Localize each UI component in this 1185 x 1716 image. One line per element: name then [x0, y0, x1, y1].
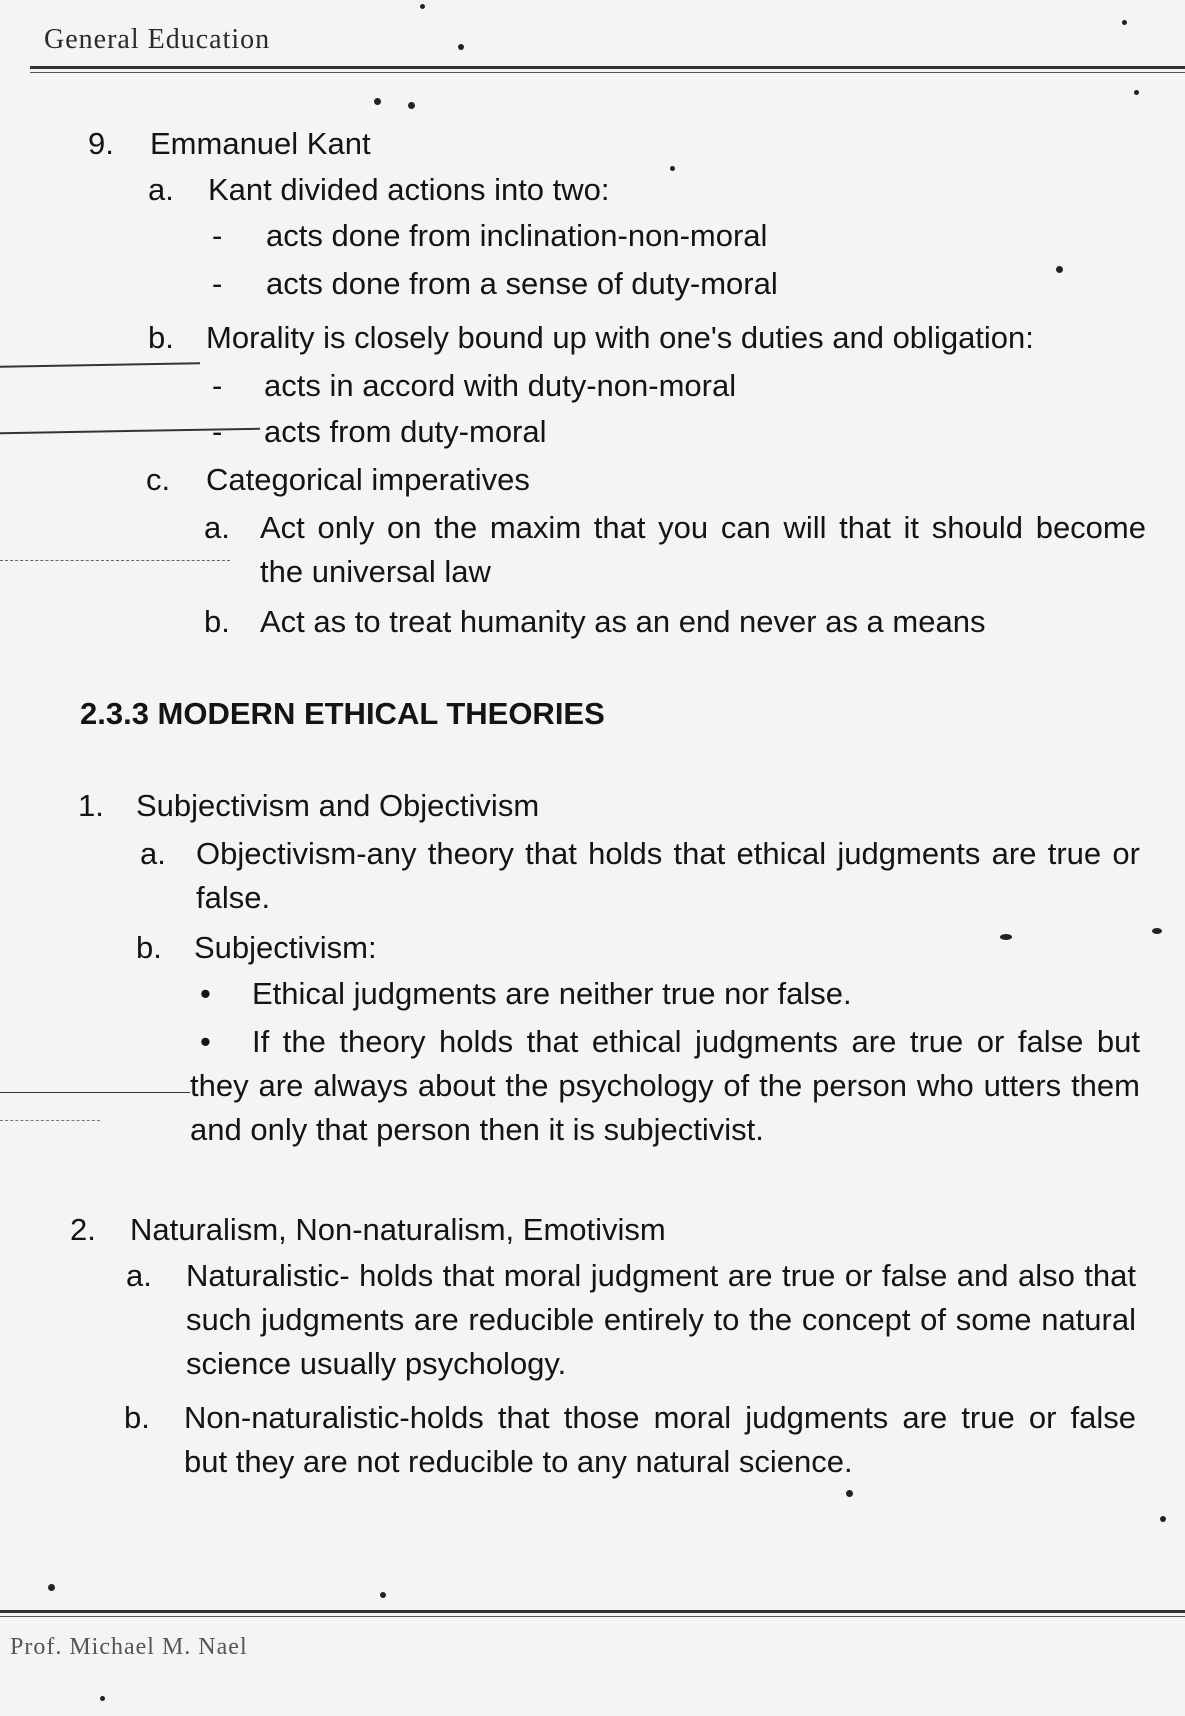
sub-item-text: Objectivism-any theory that holds that ethical judgments are true or false.	[196, 836, 1140, 915]
sub-item-text: Categorical imperatives	[206, 462, 530, 497]
sub-sub-marker: b.	[204, 604, 230, 639]
sub-item-text: Kant divided actions into two:	[208, 172, 610, 207]
dash-marker: -	[212, 218, 223, 253]
sub-item-text: Subjectivism:	[194, 930, 377, 965]
dash-marker: -	[212, 266, 223, 301]
scan-line-artifact	[0, 560, 230, 561]
item-number: 2.	[70, 1212, 96, 1247]
scan-line-artifact	[0, 362, 200, 367]
sub-sub-item-text: Act as to treat humanity as an end never as a means	[260, 604, 986, 639]
dash-item: acts from duty-moral	[264, 414, 547, 449]
bullet-item: Ethical judgments are neither true nor false.	[252, 976, 852, 1011]
sub-sub-item-text: Act only on the maxim that you can will that it should become the universal law	[260, 510, 1146, 589]
scan-speck	[408, 102, 415, 109]
scan-line-artifact	[0, 1120, 100, 1121]
header-title: General Education	[44, 24, 271, 55]
bullet-marker: •	[200, 1024, 211, 1059]
scan-speck	[670, 166, 675, 171]
scan-speck	[380, 1592, 386, 1598]
sub-item-text: Non-naturalistic-holds that those moral judgments are true or false but they are not reducible to any natural science.	[184, 1400, 1136, 1479]
dash-marker: -	[212, 414, 223, 449]
bullet-item: If the theory holds that ethical judgments are true or false but they are always about the psychology of the person who utters them and only that person then it is subjectivist.	[190, 1024, 1140, 1147]
item-number: 9.	[88, 126, 114, 161]
sub-marker: a.	[126, 1258, 152, 1293]
dash-item: acts in accord with duty-non-moral	[264, 368, 737, 403]
sub-item-text: Morality is closely bound up with one's duties and obligation:	[206, 320, 1034, 355]
scan-speck	[100, 1696, 105, 1701]
item-title: Emmanuel Kant	[150, 126, 371, 161]
scan-speck	[1056, 266, 1063, 273]
scan-line-artifact	[0, 1092, 190, 1093]
bullet-marker: •	[200, 976, 211, 1011]
scan-speck	[1000, 934, 1012, 940]
item-title: Subjectivism and Objectivism	[136, 788, 540, 823]
item-title: Naturalism, Non-naturalism, Emotivism	[130, 1212, 666, 1247]
scan-speck	[1122, 20, 1127, 25]
sub-marker: c.	[146, 462, 171, 497]
section-heading: 2.3.3 MODERN ETHICAL THEORIES	[80, 696, 605, 731]
footer-rule-thin	[0, 1616, 1185, 1617]
sub-marker: b.	[124, 1400, 150, 1435]
footer-rule	[0, 1610, 1185, 1613]
sub-sub-marker: a.	[204, 510, 230, 545]
sub-marker: b.	[136, 930, 162, 965]
item-number: 1.	[78, 788, 104, 823]
scan-speck	[846, 1490, 853, 1497]
dash-item: acts done from a sense of duty-moral	[266, 266, 778, 301]
scan-speck	[374, 98, 381, 105]
sub-marker: b.	[148, 320, 174, 355]
dash-marker: -	[212, 368, 223, 403]
footer-author: Prof. Michael M. Nael	[10, 1634, 248, 1660]
header-rule-thin	[30, 72, 1185, 73]
scan-speck	[420, 4, 425, 9]
scan-speck	[48, 1584, 55, 1591]
sub-item-text: Naturalistic- holds that moral judgment are true or false and also that such judgments are reducible entirely to the concept of some natural science usually psychology.	[186, 1258, 1136, 1381]
scan-speck	[1160, 1516, 1166, 1522]
dash-item: acts done from inclination-non-moral	[266, 218, 768, 253]
sub-marker: a.	[148, 172, 174, 207]
sub-marker: a.	[140, 836, 166, 871]
scan-speck	[1152, 928, 1162, 934]
scan-speck	[1134, 90, 1139, 95]
scan-speck	[458, 44, 464, 50]
header-rule	[30, 66, 1185, 69]
